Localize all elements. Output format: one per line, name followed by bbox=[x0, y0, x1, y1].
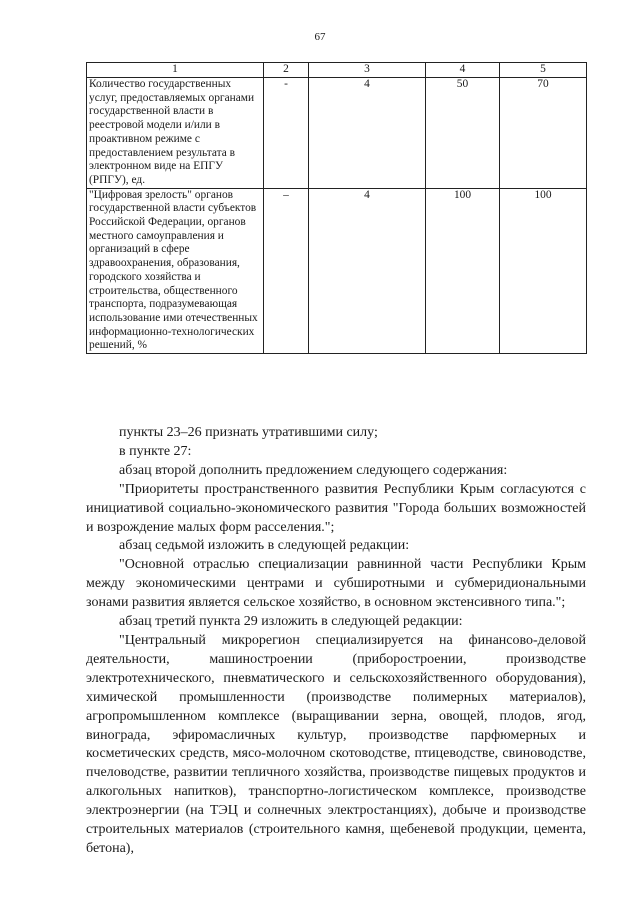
table-header-cell: 2 bbox=[264, 63, 309, 78]
table-cell: 50 bbox=[426, 78, 500, 189]
table-cell: 100 bbox=[426, 188, 500, 353]
table-cell: 4 bbox=[309, 78, 426, 189]
table-row bbox=[87, 78, 587, 189]
paragraph: абзац второй дополнить предложением следующего содержания: bbox=[119, 462, 508, 478]
paragraph: абзац третий пункта 29 изложить в следующей редакции: bbox=[119, 614, 463, 630]
body-text bbox=[86, 424, 586, 859]
paragraph: в пункте 27: bbox=[119, 443, 192, 459]
paragraph: "Основной отраслью специализации равнинной части Республики Крым между экономическими центрами и субширотными и субмеридиональными зонами развития является сельское хозяйство, в основном экстенсивного типа."; bbox=[86, 557, 586, 611]
indicator-name: "Цифровая зрелость" органов государственной власти субъектов Российской Федерации, органов местного самоуправления и организаций в сфере здравоохранения, образования, городского хозяйства и строительства, общественного транспорта, подразумевающая использование ими отечественных информационно-технологических решений, % bbox=[87, 188, 264, 353]
table-cell: 4 bbox=[309, 188, 426, 353]
table-cell: - bbox=[264, 78, 309, 189]
table-row bbox=[87, 188, 587, 353]
table-header-cell: 3 bbox=[309, 63, 426, 78]
paragraph: "Центральный микрорегион специализируется на финансово-деловой деятельности, машиностроении (приборостроении, производстве электротехнического, пневматического и сельскохозяйственного оборудования), химической промышленности (производстве полимерных материалов), агропромышленном комплексе (выращивании зерна, овощей, плодов, ягод, винограда, эфиромасличных культур, производстве парфюмерных и косметических средств, мясо-молочном скотоводстве, птицеводстве, свиноводстве, пчеловодстве, развитии тепличного хозяйства, производстве пищевых продуктов и алкогольных напитков), транспортно-логистическом комплексе, производстве электроэнергии (на ТЭЦ и солнечных электростанциях), добыче и производстве строительных материалов (строительного камня, щебеневой продукции, цемента, бетона), bbox=[86, 632, 586, 856]
page-number: 67 bbox=[314, 31, 326, 43]
paragraph: "Приоритеты пространственного развития Республики Крым согласуются с инициативой социально-экономического развития "Города больших возможностей и возрождение малых форм расселения."; bbox=[86, 481, 586, 535]
table-header-cell: 4 bbox=[426, 63, 500, 78]
indicator-name: Количество государственных услуг, предоставляемых органами государственной власти в реестровой модели и/или в проактивном режиме с предоставлением результата в электронном виде на ЕПГУ (РПГУ), ед. bbox=[87, 78, 264, 189]
paragraph: пункты 23–26 признать утратившими силу; bbox=[119, 425, 378, 440]
table-header-row bbox=[87, 63, 587, 78]
table-cell: 100 bbox=[500, 188, 587, 353]
paragraph: абзац седьмой изложить в следующей редакции: bbox=[119, 538, 410, 554]
table-cell: 70 bbox=[500, 78, 587, 189]
table-cell: – bbox=[264, 188, 309, 353]
indicators-table bbox=[86, 62, 587, 354]
table-header-cell: 5 bbox=[500, 63, 587, 78]
table-header-cell: 1 bbox=[87, 63, 264, 78]
